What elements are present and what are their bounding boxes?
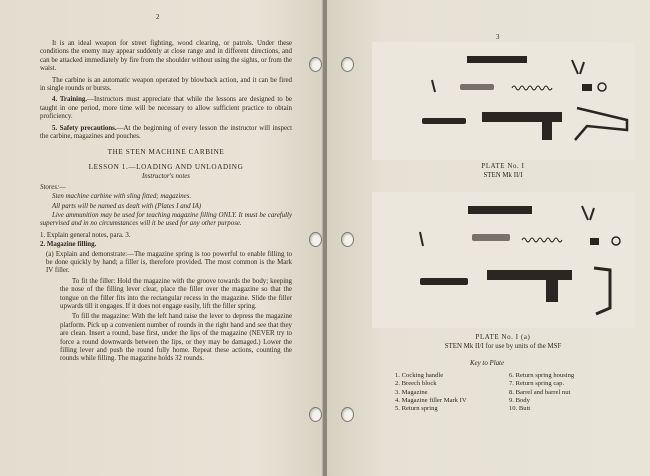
- instructors-notes: Instructor's notes: [142, 173, 190, 181]
- live-ammo-note: Live ammunition may be used for teaching magazine filling ONLY. It must be carefully supervised and in no circumstances will it be used for any other purpose.: [40, 211, 292, 228]
- key-item: 2. Breech block: [395, 380, 437, 388]
- right-page-number: 3: [496, 33, 500, 41]
- breech-block-part: [472, 234, 510, 241]
- training-text: —Instructors must appreciate that while the lessons are designed to be taught in one period, more time will be necessary to allow sufficient practice to obtain proficiency.: [40, 96, 292, 121]
- key-item: 7. Return spring cap.: [509, 380, 565, 388]
- section-heading: THE STEN MACHINE CARBINE: [107, 148, 225, 157]
- training-label: 4. Training.: [52, 96, 88, 104]
- key-item: 5. Return spring: [395, 405, 438, 413]
- magazine-part: [468, 206, 532, 214]
- spring-housing-part: [590, 238, 599, 245]
- key-list-right: [509, 372, 574, 413]
- left-page-text: [40, 40, 292, 367]
- key-item: 6. Return spring housing: [509, 372, 575, 379]
- barrel-part: [420, 278, 468, 285]
- binder-hole: [341, 407, 354, 422]
- item-1: 1. Explain general notes, para. 3.: [40, 231, 131, 239]
- binder-hole: [309, 407, 322, 422]
- plate-1-caption: [372, 163, 634, 180]
- stores-label: Stores:—: [40, 183, 66, 191]
- fill-magazine-para: To fill the magazine: With the left hand raise the lever to depress the magazine platform. Pick up a convenient number of rounds in the right hand and see that they are clean. Insert a round, base first, under the lips of the magazine (NEVER try to force a round downwards between the lips, or they may be damaged.) Lower the filling lever and push the round fully home. Repeat these actions, counting the rounds while filling. The magazine holds 32 rounds.: [60, 313, 292, 363]
- stores-line-2: All parts will be named as dealt with (Plates I and IA): [52, 202, 202, 210]
- sten-exploded-diagram-1: [372, 42, 634, 160]
- binder-hole: [309, 57, 322, 72]
- right-page: [327, 0, 650, 476]
- key-item: 4. Magazine filler Mark IV: [395, 396, 467, 404]
- plate-1a-caption: [357, 334, 649, 351]
- left-page: [0, 0, 323, 476]
- plate-1-photo: [372, 42, 634, 160]
- plate-1a-title: STEN Mk II/I for use by units of the MSF: [444, 342, 562, 350]
- key-item: 3. Magazine: [395, 388, 428, 396]
- para-carbine: The carbine is an automatic weapon operated by blowback action, and it can be fired in single rounds or bursts.: [40, 76, 292, 93]
- item-2: 2. Magazine filling.: [40, 241, 97, 249]
- binder-hole: [309, 232, 322, 247]
- binder-hole: [341, 57, 354, 72]
- key-item: 9. Body: [509, 396, 530, 404]
- key-item: 8. Barrel and barrel nut: [509, 388, 571, 396]
- plate-1a-photo: [372, 192, 634, 328]
- sten-exploded-diagram-1a: [372, 192, 634, 328]
- magazine-part: [467, 56, 527, 63]
- breech-block-part: [460, 84, 494, 90]
- plate-1a-label: PLATE No. I (a): [475, 334, 531, 341]
- binder-hole: [341, 232, 354, 247]
- para-training: [40, 96, 292, 121]
- key-title: Key to Plate: [469, 360, 505, 367]
- left-page-number: 2: [156, 13, 160, 21]
- item-2a: (a) Explain and demonstrate:—The magazine spring is too powerful to enable filling to be done quickly by hand; a filler is, therefore provided. The most common is the Mark IV filler.: [46, 250, 292, 275]
- spring-housing-part: [582, 84, 592, 91]
- para-ideal: It is an ideal weapon for street fighting, wood clearing, or patrols. Under these conditions the enemy may appear suddenly at close range and in different directions, and can be attacked immediately by fire from the shoulder without using the sights, or from the waist.: [40, 40, 292, 73]
- safety-label: 5. Safety precautions.: [52, 124, 117, 132]
- para-safety: [40, 125, 292, 142]
- plate-1-title: STEN Mk II/I: [483, 171, 523, 179]
- key-item: 10. Butt: [509, 405, 531, 413]
- plate-1-label: PLATE No. I: [481, 163, 525, 170]
- lesson-title: LESSON 1.—LOADING AND UNLOADING: [88, 162, 244, 171]
- barrel-part: [422, 118, 466, 124]
- safety-text: —At the beginning of every lesson the instructor will inspect the carbine, magazines and pouches.: [40, 124, 292, 141]
- key-list-left: [395, 372, 467, 413]
- key-item: 1. Cocking handle: [395, 372, 444, 379]
- stores-line-1: Sten machine carbine with sling fitted; magazines.: [52, 193, 192, 201]
- fit-filler-para: To fit the filler: Hold the magazine with the groove towards the body; keeping the nose of the filling lever clear, place the filler over the magazine so that the tongue on the filler fits into the rectangular recess in the magazine. Slide the filler upwards till it engages. If it does not engage easily, lift the filler spring.: [60, 277, 292, 310]
